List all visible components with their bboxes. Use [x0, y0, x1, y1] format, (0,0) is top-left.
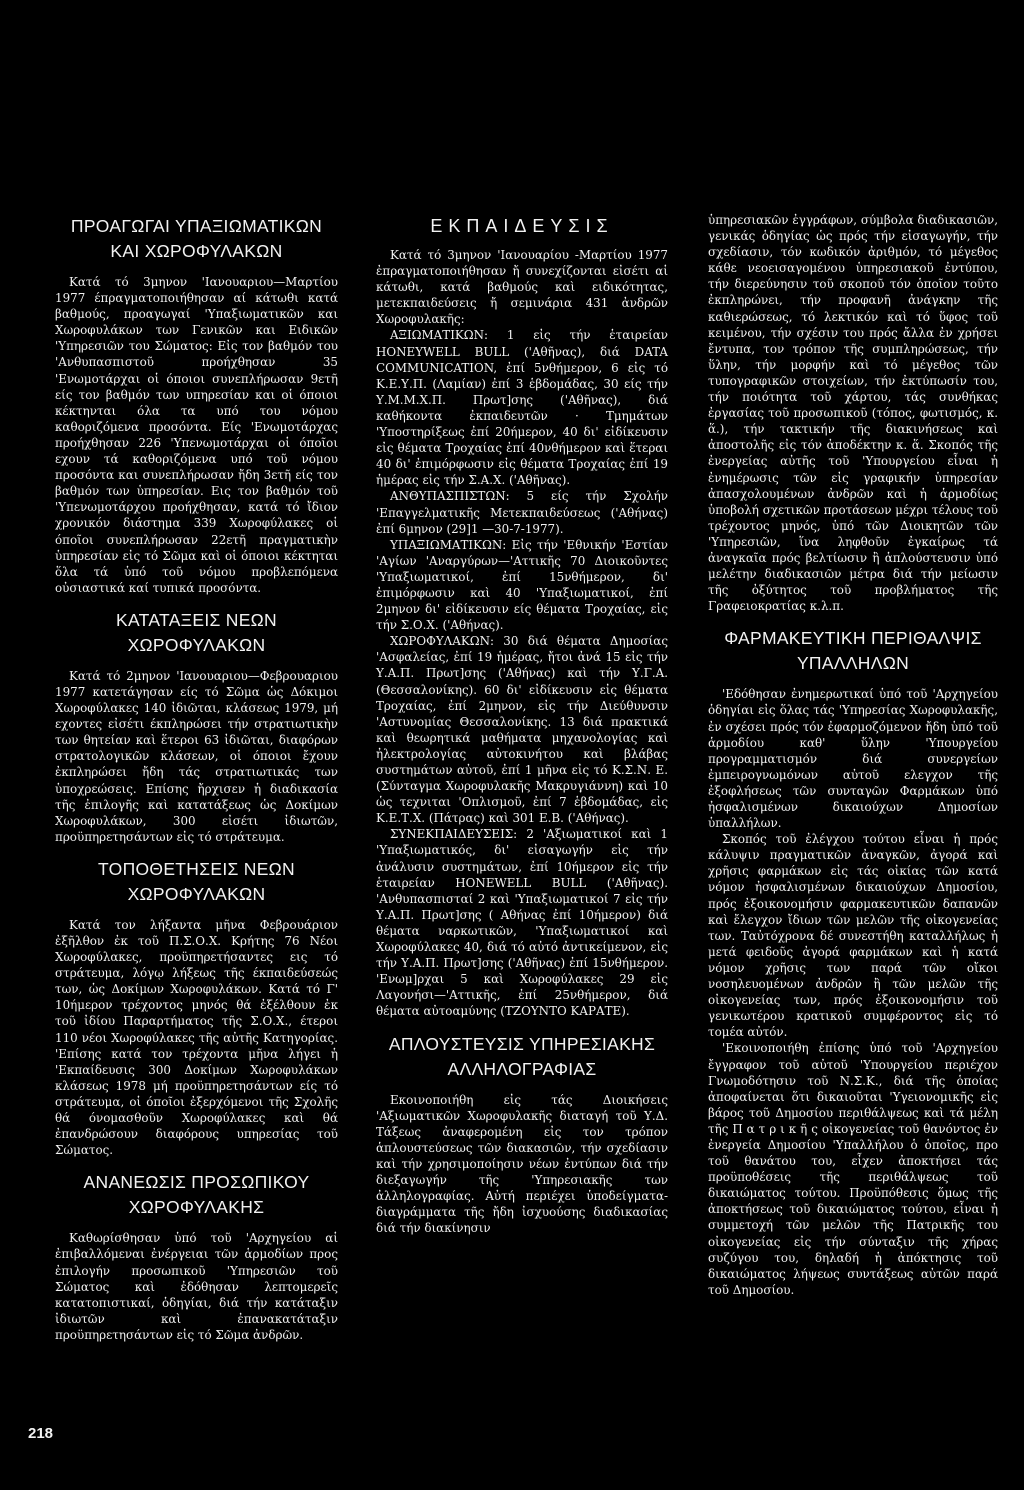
- section-text-enlistments: Κατά τό 2μηνον 'Ιανουαριου—Φεβρουαριου 1977 κατετάγησαν είς τό Σῶμα ὡς Δόκιμοι Χωροφύλακες 140 ἰδιῶται, κλάσεως 1979, μή εχοντες εἰσέτι έκπληρώσει τήν στρατιωτικὴν των θητείαν καὶ ἕτεροι 63 ἰδιῶται, διαφόρων στρατολογικῶν κλάσεων, οἱ όποιοι ἔχουν ἐκπληρώσει ἤδη τάς στρατιωτικάς των ὑποχρεώσεις. Επίσης ἤρχισεν ἡ διαδικασία τῆς ἐπιλογῆς καὶ κατατάξεως ὡς Δοκίμων Χωροφυλάκων, 300 εἰσέτι ἰδιωτῶν, προϋπηρετησάντων εἰς τό στράτευμα.: [55, 668, 338, 844]
- section-title-pharmaceutical-care: ΦΑΡΜΑΚΕΥΤΙΚΗ ΠΕΡΙΘΑΛΨΙΣ ΥΠΑΛΛΗΛΩΝ: [724, 628, 982, 674]
- column-middle: [376, 212, 668, 1236]
- section-title-personnel-renewal: ΑΝΑΝΕΩΣΙΣ ΠΡΟΣΩΠΙΚΟΥ ΧΩΡΟΦΥΛΑΚΗΣ: [83, 1172, 310, 1218]
- section-title-placements: ΤΟΠΟΘΕΤΗΣΕΙΣ ΝΕΩΝ ΧΩΡΟΦΥΛΑΚΩΝ: [97, 858, 295, 904]
- section-text-placements: Κατά τον λήξαντα μῆνα Φεβρουάριον ἐξῆλθον ἐκ τοῦ Π.Σ.Ο.Χ. Κρήτης 76 Νέοι Χωροφύλακες, προϋπηρετήσαντες εις τό στράτευμα, λόγῳ λήξεως τῆς έκπαιδεύσεώς των, ὡς Δοκίμων Χωροφυλάκων. Κατά τό Γ' 10ήμερον τρέχοντος μηνός θά ἐξέλθουν ἐκ τοῦ ἰδίου Παραρτήματος τῆς Σ.Ο.Χ., έτεροι 110 νέοι Χωροφύλακες τῆς αὐτῆς Κατηγορίας. 'Επίσης κατά τον τρέχοντα μῆνα λήγει ἡ 'Εκπαίδευσις 300 Δοκίμων Χωροφυλάκων κλάσεως 1978 μή προϋπηρετησάντων είς τό στράτευμα, οἱ όποῖοι ἐξερχόμενοι τῆς Σχολῆς θά όνομασθοῦν Χωροφύλακες καὶ θά ἐπανδρώσουν διαφόρους υπηρεσίας τοῦ Σώματος.: [55, 917, 338, 1158]
- section-text-personnel-renewal: Καθωρίσθησαν ὑπό τοῦ 'Αρχηγείου αἱ ἐπιβαλλόμεναι ἐνέργειαι τῶν ἁρμοδίων προς ἐπιλογήν προσωπικοῦ 'Υπηρεσιῶν τοῦ Σώματος καὶ ἐδόθησαν λεπτομερεῖς κατατοπιστικαί, ὁδηγίαι, διά τήν κατάταξιν ἰδιωτῶν καὶ ἐπανακατάταξιν προϋπηρετησάντων εἰς τό Σῶμα ἀνδρῶν.: [55, 1231, 338, 1342]
- training-gendarmes: ΧΩΡΟΦΥΛΑΚΩΝ: 30 διά θέματα Δημοσίας 'Ασφαλείας, ἐπί 19 ἡμέρας, ἤτοι ἀνά 15 εἰς τήν Υ.Α.Π. Πρωτ]σης ('Αθήνας) καὶ τήν Υ.Γ.Α. (Θεσσαλονίκης). 60 δι' εἰδίκευσιν εἰς θέματα Τροχαίας, ἐπί 2μηνον, εἰς τήν Διεύθυνσιν 'Αστυνομίας Θεσσαλονίκης. 13 διά πρακτικά καὶ θεωρητικά μαθήματα μηχανολογίας καὶ ἠλεκτρολογίας αὐτοκινήτου καὶ βλάβας συστημάτων αὐτοῦ, ἐπί 1 μῆνα εἰς τό Κ.Σ.Ν. Ε. (Σύνταγμα Χωροφυλακῆς Μακρυγιάννη) καὶ 10 ὡς τεχνιται 'Οπλισμοῦ, ἐπί 7 ἑβδομάδας, εἰς Κ.Ε.Τ.Χ. (Πάτρας) καὶ 301 Ε.Β. ('Αθήνας).: [376, 634, 668, 826]
- column-right: [708, 212, 998, 1298]
- section-title-promotions: ΠΡΟΑΓΩΓΑΙ ΥΠΑΞΙΩΜΑΤΙΚΩΝ ΚΑΙ ΧΩΡΟΦΥΛΑΚΩΝ: [70, 216, 323, 261]
- pharma-paragraph-2: Σκοπός τοῦ ἐλέγχου τούτου εἶναι ἡ πρός κάλυψιν πραγματικῶν ἀναγκῶν, ἀγορά καὶ χρῆσις φαρμάκων εἰς τάς οἰκίας τῶν κατά νόμον ἠσφαλισμένων δικαιούχων Δημοσίου, πρός ἐξοικονομήσιν φαρμακευτικῶν δαπανῶν καὶ ἔλεγχον ἴδιων τῶν μελῶν τῆς οἰκογενείας των. Ταὐτόχρονα δέ συνεστήθη καταλλήλως ἡ μετά φειδοῦς ἀγορά φαρμάκων καὶ ἡ κατά νόμον χρῆσις των παρά τῶν οἴκοι νοσηλευομένων ἀνδρῶν ἢ τῶν μελῶν τῆς οἰκογενείας των, πρός ἐξοικονομήσιν τοῦ γενικωτέρου κρατικοῦ συμφέροντος εἰς τό τομέα αὐτόν.: [708, 832, 998, 1040]
- section-title-enlistments: ΚΑΤΑΤΑΞΕΙΣ ΝΕΩΝ ΧΩΡΟΦΥΛΑΚΩΝ: [116, 609, 277, 655]
- pharma-paragraph-3: 'Εκοινοποιήθη ἐπίσης ὑπό τοῦ 'Αρχηγείου ἔγγραφον τοῦ αὐτοῦ 'Υπουργείου περιέχον Γνωμοδότησιν τοῦ Ν.Σ.Κ., διά τῆς ὁποίας ἀποφαίνεται ὅτι δικαιοῦται 'Υγειονομικῆς εἰς βάρος τοῦ Δημοσίου περιθάλψεως καὶ τά μέλη τῆς Π α τ ρ ι κ ῆ ς οἰκογενείας τοῦ θανόντος ἐν ἐνεργεία Δημοσίου 'Υπαλλήλου ὁ ὁποῖος, προ τοῦ θανάτου του, εἶχεν ἀποκτήσει τάς προϋποθέσεις τῆς περιθάλψεως τοῦ δικαιώματος τούτου. Προϋπόθεσις ὅμως τῆς ἀποκτήσεως τοῦ δικαιώματος τούτου, εἶναι ἡ συμμετοχή τῶν μελῶν τῆς Πατρικῆς του οἰκογενείας εἰς τήν σύνταξιν τῆς χήρας συζύγου του, δηλαδή ἡ ἀπόκτησις τοῦ δικαιώματος λήψεως συντάξεως αὐτῶν παρά τοῦ Δημοσίου.: [708, 1041, 998, 1297]
- correspondence-continued: ὑπηρεσιακῶν ἐγγράφων, σύμβολα διαδικασιῶν, γενικάς ὁδηγίας ὡς πρός τήν εἰσαγωγήν, τήν σχεδίασιν, τόν κωδικόν ἀριθμόν, τό μέγεθος κάθε νεοεισαγομένου ὑπηρεσιακοῦ ἐντύπου, τήν διερεύνησιν τοῦ σκοποῦ τόν ὁποῖον τοῦτο ἐκπληρώνει, τήν προφανῆ ἀνάγκην τῆς καθιερώσεως, τό λεκτικόν καὶ τό ὕφος τοῦ κειμένου, τήν σχέσιν του πρός ἄλλα ἐν χρήσει ἔντυπα, τον τρόπον τῆς συμπληρώσεως, τήν ὕλην, τήν μορφήν καὶ τό μέγεθος τῶν τυπογραφικῶν στοιχείων, τήν ἐκτύπωσίν του, τήν ποιότητα τοῦ χάρτου, τάς συνθήκας ἐργασίας τοῦ προσωπικοῦ (τόπος, φωτισμός, κ. ἅ.), τήν τακτικήν τῆς διακινήσεως καὶ ἀποστολῆς εἰς τόν ἀποδέκτην κ. ἅ. Σκοπός τῆς ἐνεργείας αὐτῆς τοῦ 'Υπουργείου εἶναι ἡ ἐνημέρωσις τῶν εἰς γραφικήν ὑπηρεσίαν ἀπασχολουμένων ἀνδρῶν καὶ ἡ ἁρμοδίως ὑποβολή σχετικῶν προτάσεων μέχρι τέλους τοῦ τρέχοντος μηνός, ὑπό τῶν Διοικητῶν τῶν 'Υπηρεσιῶν, ἵνα ληφθοῦν ἐγκαίρως τά ἀναγκαῖα πρός βελτίωσιν ἢ ἁπλούστευσιν ὑπό μελέτην διαδικασιῶν μέτρα διά τήν μείωσιν τῆς ὀξύτητος τοῦ προβλήματος τῆς Γραφειοκρατίας κ.λ.π.: [708, 213, 998, 614]
- training-noncommissioned: ΥΠΑΞΙΩΜΑΤΙΚΩΝ: Εἰς τήν 'Εθνικήν 'Εστίαν 'Αγίων 'Αναργύρων—'Αττικῆς 70 Διοικοῦντες 'Υπαξιωματικοί, ἐπί 15νθήμερον, δι' ἐπιμόρφωσιν καὶ 40 'Υπαξιωματικοί, ἐπί 2μηνον δι' εἰδίκευσιν είς θέματα Τροχαίας, εἰς τήν Σ.Ο.Χ. ('Αθήνας).: [376, 537, 668, 633]
- page-number: 218: [28, 1425, 54, 1442]
- training-joint: ΣΥΝΕΚΠΑΙΔΕΥΣΕΙΣ: 2 'Αξιωματικοί καὶ 1 'Υπαξιωματικός, δι' εἰσαγωγήν εἰς τήν ἀνάλυσιν συστημάτων, ἐπί 10ήμερον εἰς τήν ἑταιρείαν HONEWELL BULL ('Αθῆνας). 'Ανθυπασπισταί 2 καὶ 'Υπαξιωματικοί 7 εἰς τήν Υ.Α.Π. Πρωτ]σης ( Αθήνας ἐπί 10ήμερον) διά θέματα ναρκωτικῶν, 'Υπαξιωματικοί καὶ Χωροφύλακες 40, διά τό αὐτό ἀντικείμενον, εἰς τήν Υ.Α.Π. Πρωτ]σης ('Αθῆνας) ἐπί 15νθήμερον. 'Ενωμ]ρχαι 5 καὶ Χωροφύλακες 29 εἰς Λαγονήσι—'Αττικῆς, ἐπί 25νθήμερον, διά θέματα αὐτοαμύνης (ΤΖΟΥΝΤΟ ΚΑΡΑΤΕ).: [376, 827, 668, 1019]
- section-text-correspondence: Εκοινοποιήθη εἰς τάς Διοικήσεις 'Αξιωματικῶν Χωροφυλακῆς διαταγή τοῦ Υ.Δ. Τάξεως ἀναφερομένη εἰς τον τρόπον ἁπλουστεύσεως τῶν διακασιῶν, τήν σχεδίασιν καὶ τήν χρησιμοποίησιν νέων ἐντύπων διά τήν διεξαγωγήν τῆς 'Υπηρεσιακῆς των ἀλληλογραφίας. Αὐτή περιέχει ὑποδείγματα-διαγράμματα τῆς ἤδη ἰσχυούσης διαδικασίας διά τήν διακίνησιν: [376, 1092, 668, 1236]
- training-intro: Κατά τό 3μηνον 'Ιανουαρίου -Μαρτίου 1977 ἐπραγματοποιήθησαν ἤ συνεχίζονται εἰσέτι αἱ κάτωθι, κατά βαθμούς καὶ ειδικότητας, μετεκπαιδεύσεις ἤ σεμινάρια 431 ἀνδρῶν Χωροφυλακῆς:: [376, 248, 668, 327]
- section-title-correspondence: ΑΠΛΟΥΣΤΕΥΣΙΣ ΥΠΗΡΕΣΙΑΚΗΣ ΑΛΛΗΛΟΓΡΑΦΙΑΣ: [388, 1033, 656, 1079]
- section-text-promotions: Κατά τό 3μηνον 'Ιανουαριου—Μαρτίου 1977 έπραγματοποιήθησαν αί κάτωθι κατά βαθμούς, προαγωγαί 'Υπαξιωματικῶν και Χωροφυλάκων των Γενικῶν και Ειδικῶν 'Υπηρεσιῶν του Σώματος: Εἰς τον βαθμόν του 'Ανθυπασπιστοῦ προήχθησαν 35 'Ενωμοτάρχαι οἱ όποιοι συνεπλήρωσαν 9ετῆ είς τον βαθμόν των υπηρεσίαν και οἱ όποιοι κέκτηνται όλα τα υπό του νόμου καθοριζόμενα προσόντα. Είς 'Ενωμοτάρχας προήχθησαν 226 'Υπενωμοτάρχαι οἱ όποῖοι εχουν τά καθοριζόμενα υπό τοῦ νόμου προσόντα και συνεπλήρωσαν ἤδη 3ετῆ είς τον βαθμόν των ὑπηρεσίαν. Εις τον βαθμόν τοῦ 'Υπενωμοτάρχου προήχθησαν, κατά τό ἴδιον χρονικόν διάστημα 339 Χωροφύλακες οἱ όποῖοι συνεπλήρωσαν 22ετῆ πραγματικὴν ὑπηρεσίαν εἰς τό Σῶμα καὶ οἱ όποιοι κέκτηται ὅλα τά ὑπό τοῦ νόμου προβλεπόμενα οὐσιαστικά καί τυπικά προσόντα.: [55, 275, 338, 595]
- column-left: [55, 212, 338, 1343]
- training-officers: ΑΞΙΩΜΑΤΙΚΩΝ: 1 εἰς τήν ἑταιρείαν HONEYWELL BULL ('Αθῆνας), διά DATA COMMUNICATION, ἐπί 5νθήμερον, 6 εἰς τό Κ.Ε.Υ.Π. (Λαμίαν) ἐπί 3 ἑβδομάδας, 30 είς τήν Υ.Μ.Μ.Χ.Π. Πρωτ]σης ('Αθῆνας), διά καθήκοντα ἐκπαιδευτῶν · Τμημάτων 'Υποστηρίξεως ἐπί 20ήμερον, 40 δι' εἰδίκευσιν εἰς θέματα Τροχαίας ἐπί 40νθήμερον καὶ ἕτεραι 40 δι' ἐπιμόρφωσιν εἰς θέματα Τροχαίας ἐπί 19 ἡμέρας εἰς τήν Σ.Α.Χ. ('Αθῆνας).: [376, 328, 668, 488]
- training-warrant-officers: ΑΝΘΥΠΑΣΠΙΣΤΩΝ: 5 είς τήν Σχολήν 'Επαγγελματικῆς Μετεκπαιδεύσεως ('Αθήνας) ἐπί 6μηνον (29]1 —30-7-1977).: [376, 489, 668, 536]
- section-title-training: ΕΚΠΑΙΔΕΥΣΙΣ: [430, 216, 614, 236]
- pharma-paragraph-1: 'Εδόθησαν ἐνημερωτικαί ὑπό τοῦ 'Αρχηγείου ὁδηγίαι εἰς ὅλας τάς 'Υπηρεσίας Χωροφυλακῆς, ἐν σχέσει πρός τόν ἐφαρμοζόμενον ἤδη ὑπό τοῦ ἁρμοδίου καθ' ὕλην 'Υπουργείου προγραμματισμόν διά συνεργείων ἐμπειρογνωμόνων αὐτοῦ ελεγχον τῆς ἐξοφλήσεως τῶν συνταγῶν Φαρμάκων ὑπό ἠσφαλισμένων δικαιούχων Δημοσίων ὑπαλλήλων.: [708, 687, 998, 831]
